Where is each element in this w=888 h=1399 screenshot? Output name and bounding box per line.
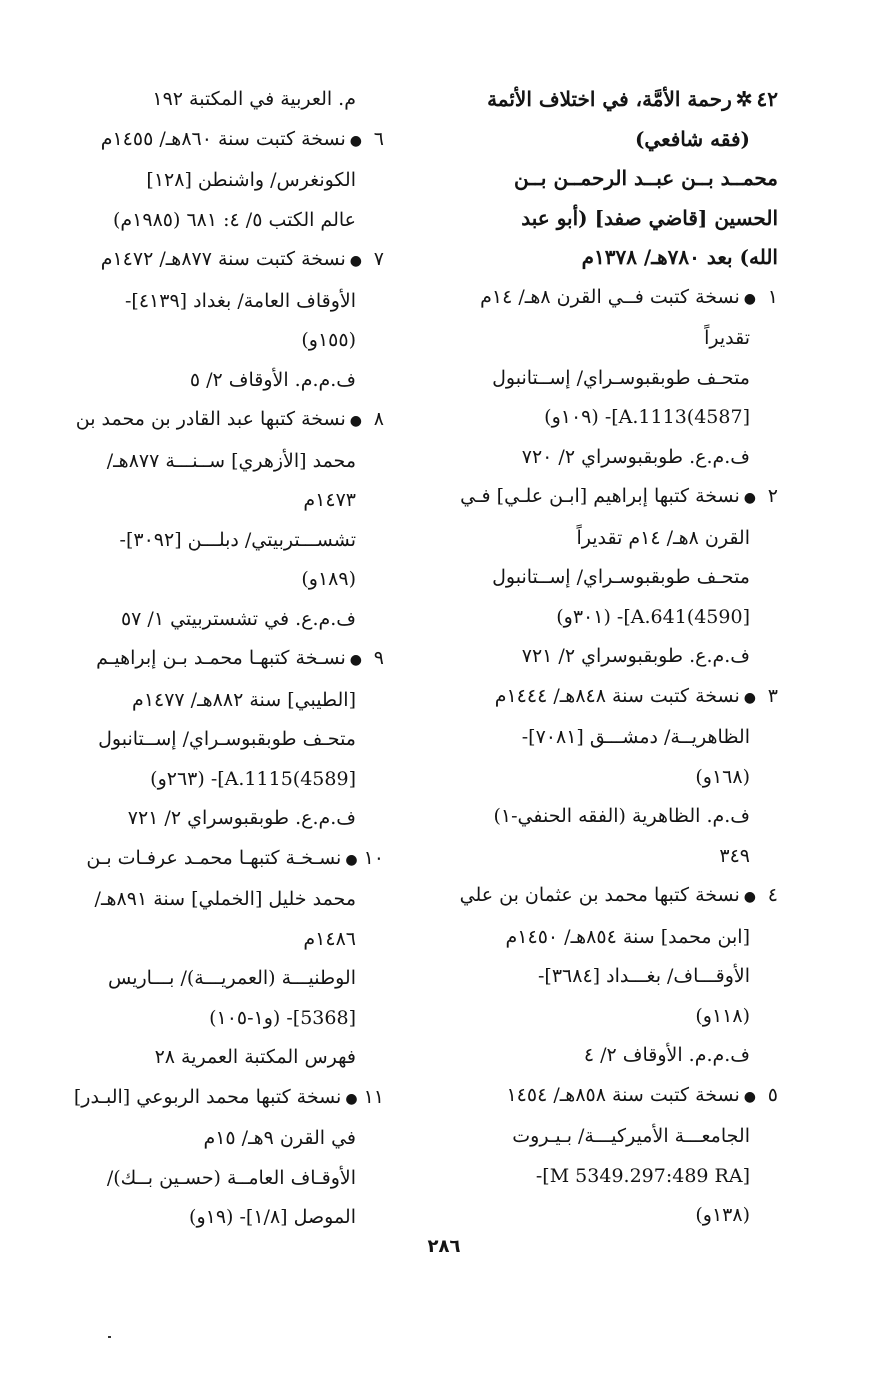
manuscript-item-head (54, 400, 384, 442)
manuscript-item-head (54, 120, 384, 162)
item-description: نسخة كتبت سنة ٨٧٧هـ/ ١٤٧٢م (100, 248, 346, 270)
item-reference-line: ف.م.ع. طوبقبوسراي ٢/ ٧٢١ (521, 645, 750, 667)
bullet-icon: ● (743, 490, 756, 506)
item-description: نسخة كتبها إبراهيم [ابـن علـي] فـي (460, 485, 740, 507)
manuscript-item-head (450, 278, 778, 320)
item-reference-line: ف.م.م. الأوقاف ٢/ ٥ (189, 368, 356, 391)
manuscript-item-head (54, 839, 384, 881)
left-manuscript-list (54, 120, 384, 1238)
manuscript-item (450, 876, 778, 1076)
star-icon: ✲ (735, 87, 753, 111)
item-description-line: [ابن محمد] سنة ٨٥٤هـ/ ١٤٥٠م (505, 925, 750, 948)
entry-author-line: محمــد بــن عبــد الرحمــن بــن (513, 166, 778, 190)
item-description: نسخة كتبت سنة ٨٦٠هـ/ ١٤٥٥م (100, 127, 346, 150)
item-reference-line: [4587)A.1113]- (١٠٩و) (544, 406, 750, 428)
item-number: ١٠ (363, 846, 384, 869)
item-description: نسخة كتبها محمد بن عثمان بن علي (459, 884, 740, 906)
manuscript-item-head (450, 1076, 778, 1118)
item-description-line: القرن ٨هـ/ ١٤م تقديراً (576, 526, 750, 549)
manuscript-item (54, 240, 384, 400)
item-description: نسخة كتبها محمد الربوعي [البـدر] (73, 1085, 342, 1108)
item-number: ٤ (767, 884, 778, 906)
manuscript-item (54, 400, 384, 639)
item-reference-line: (١٦٨و) (695, 765, 750, 788)
manuscript-item (54, 639, 384, 839)
item-reference-line: [4590)A.641]- (٣٠١و) (556, 605, 750, 628)
item-number: ٨ (373, 408, 384, 430)
bullet-icon: ● (349, 413, 362, 429)
item-number: ٩ (373, 647, 384, 669)
item-number: ٥ (767, 1083, 778, 1106)
right-manuscript-list (450, 278, 778, 1236)
bullet-icon: ● (743, 290, 756, 307)
bullet-icon: ● (345, 1090, 358, 1107)
item-reference-line: (١١٨و) (695, 1004, 750, 1027)
item-reference-line: الوطنيـــة (العمريـــة)/ بـــاريس (107, 967, 356, 989)
item-reference-line: ف.م.ع. في تشستربيتي ١/ ٥٧ (120, 607, 356, 630)
item-reference-line: الموصل [١/٨]- (١٩و) (189, 1206, 356, 1228)
entry-author-line: الله) بعد ٧٨٠هـ/ ١٣٧٨م (581, 245, 778, 269)
item-description-line: تقديراً (704, 327, 750, 349)
manuscript-item (54, 839, 384, 1078)
manuscript-item-head (450, 876, 778, 918)
item-reference-line: الأوقاف العامة/ بغداد [٤١٣٩]- (124, 289, 356, 312)
item-reference-line: متحـف طوبقبوسـراي/ إســتانبول (492, 366, 750, 389)
item-reference-line: تشســـتربيتي/ دبلـــن [٣٠٩٢]- (119, 528, 356, 551)
item-description-line: محمد [الأزهري] ســنـــة ٨٧٧هـ/ (106, 449, 356, 472)
item-reference-line: ف.م. الظاهرية (الفقه الحنفي-١) (493, 805, 750, 827)
scan-speck (108, 1336, 111, 1338)
item-description: نسـخـة كتبهـا محمـد عرفـات بـن (86, 846, 342, 869)
item-reference-line: الظاهريــة/ دمشـــق [٧٠٨١]- (521, 726, 750, 748)
item-reference-line: الأوقـاف العامــة (حسـين بــك)/ (106, 1166, 356, 1189)
bullet-icon: ● (345, 851, 358, 868)
item-reference-line: فهرس المكتبة العمرية ٢٨ (154, 1046, 356, 1068)
item-number: ٧ (373, 248, 384, 270)
bullet-icon: ● (743, 689, 756, 706)
bullet-icon: ● (349, 132, 362, 149)
manuscript-item (54, 120, 384, 241)
item-reference-line: الجامعـــة الأميركيـــة/ بـيـروت (512, 1125, 750, 1147)
item-description: نسخة كتبها عبد القادر بن محمد بن (75, 408, 346, 430)
item-description-line: محمد خليل [الخملي] سنة ٨٩١هـ/ (94, 888, 356, 910)
item-description-line: ١٤٧٣م (303, 489, 356, 511)
item-number: ٣ (767, 684, 778, 707)
entry-author-line: الحسين [قاضي صفد] (أبو عبد (521, 205, 778, 230)
item-reference-line: ف.م.م. الأوقاف ٢/ ٤ (583, 1044, 750, 1066)
right-column (450, 80, 778, 1236)
item-number: ٢ (767, 485, 778, 507)
item-reference-line: متحـف طوبقبوسـراي/ إســتانبول (98, 728, 356, 750)
manuscript-item-head (54, 240, 384, 282)
manuscript-item-head (450, 477, 778, 519)
manuscript-item-head (450, 677, 778, 719)
item-reference-line: ٣٤٩ (719, 844, 750, 867)
entry-subtitle: (فقه شافعي) (634, 126, 750, 151)
page-number: ٢٨٦ (427, 1236, 461, 1257)
item-reference-line: [5368]- (و١-١٠٥) (209, 1006, 356, 1029)
item-reference-line: الكونغرس/ واشنطن [١٢٨] (146, 169, 356, 191)
item-description: نسـخة كتبهـا محمـد بـن إبراهيـم (96, 647, 346, 669)
bullet-icon: ● (743, 889, 756, 905)
manuscript-item-head (54, 639, 384, 681)
entry-number: ٤٢ (756, 87, 778, 111)
item-reference-line: (١٥٥و) (301, 329, 356, 351)
item-number: ٦ (373, 127, 384, 150)
item-description: نسخة كتبت سنة ٨٥٨هـ/ ١٤٥٤ (506, 1083, 740, 1106)
carry-over-reference: م. العربية في المكتبة ١٩٢ (152, 88, 356, 110)
item-reference-line: ف.م.ع. طوبقبوسراي ٢/ ٧٢١ (127, 807, 356, 829)
bullet-icon: ● (349, 652, 362, 668)
item-reference-line: عالم الكتب ٥/ ٤: ٦٨١ (١٩٨٥م) (112, 208, 356, 231)
manuscript-item (450, 477, 778, 677)
item-reference-line: متحـف طوبقبوسـراي/ إســتانبول (492, 566, 750, 588)
item-reference-line: ف.م.ع. طوبقبوسراي ٢/ ٧٢٠ (521, 445, 750, 468)
item-description: نسخة كتبت فــي القرن ٨هـ/ ١٤م (480, 285, 740, 308)
item-description-line: في القرن ٩هـ/ ١٥م (203, 1127, 356, 1149)
item-description-line: [الطيبي] سنة ٨٨٢هـ/ ١٤٧٧م (132, 688, 356, 711)
item-number: ١١ (363, 1085, 384, 1108)
item-description-line: ١٤٨٦م (303, 927, 356, 950)
bullet-icon: ● (349, 253, 362, 269)
item-reference-line: الأوقـــاف/ بغـــداد [٣٦٨٤]- (538, 965, 750, 987)
manuscript-item (54, 1078, 384, 1238)
entry-heading (450, 80, 778, 120)
left-column (54, 80, 384, 1238)
manuscript-item (450, 278, 778, 478)
entry-title: رحمة الأمَّة، في اختلاف الأئمة (487, 87, 732, 111)
item-reference-line: (١٨٩و) (301, 568, 356, 590)
manuscript-item (450, 677, 778, 877)
item-number: ١ (767, 285, 778, 308)
manuscript-item-head (54, 1078, 384, 1120)
bullet-icon: ● (743, 1088, 756, 1105)
manuscript-item (450, 1076, 778, 1236)
item-reference-line: (١٣٨و) (695, 1204, 750, 1226)
item-description: نسخة كتبت سنة ٨٤٨هـ/ ١٤٤٤م (494, 684, 740, 707)
item-reference-line: [M 5349.297:489 RA]- (535, 1164, 750, 1187)
item-reference-line: [4589)A.1115]- (٢٦٣و) (150, 767, 356, 790)
